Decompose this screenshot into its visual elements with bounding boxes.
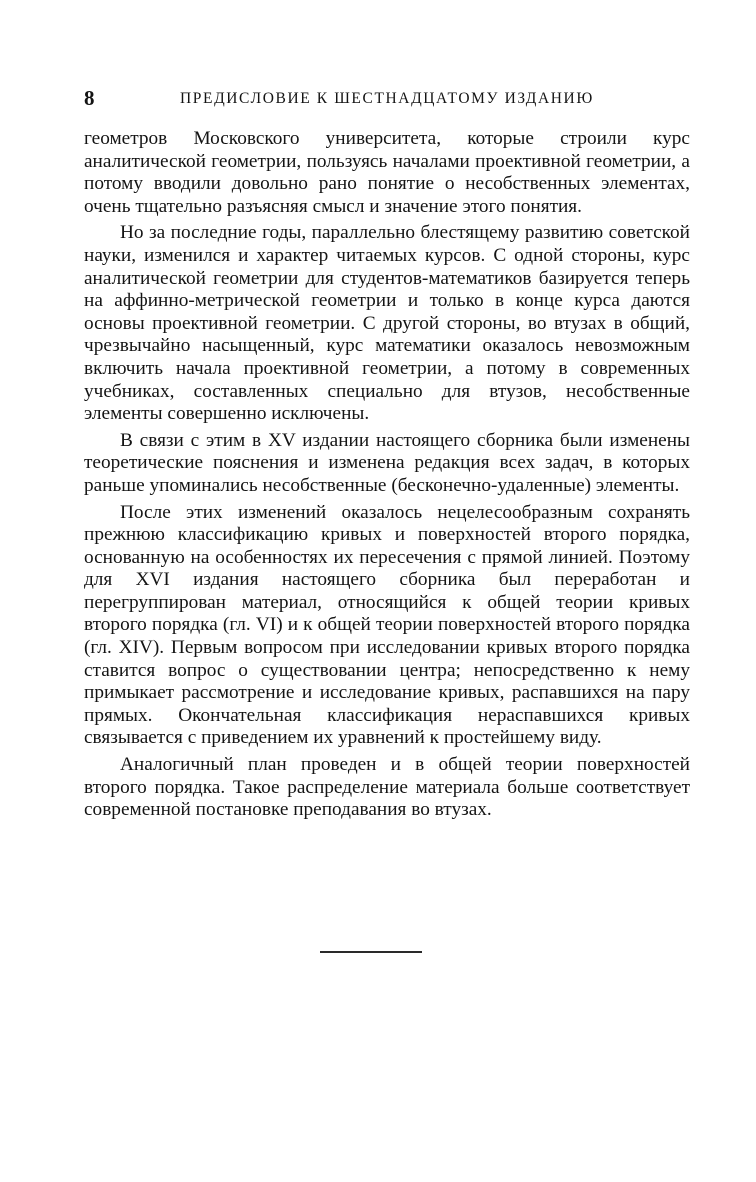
page-number: 8: [84, 86, 95, 110]
section-end-rule: [320, 951, 422, 953]
paragraph-2: Но за последние годы, параллельно блестящему развитию советской науки, изменился и характер читаемых курсов. С одной стороны, курс аналитической геометрии для студентов-математиков базируется теперь на аффинно-метрической геометрии и только в конце курса даются основы проективной геометрии. С другой стороны, во втузах в общий, чрезвычайно насыщенный, курс математики оказалось невозможным включить начала проективной геометрии, а потому в современных учебниках, составленных специально для втузов, несобственные элементы совершенно исключены.: [84, 222, 690, 425]
running-head: ПРЕДИСЛОВИЕ К ШЕСТНАДЦАТОМУ ИЗДАНИЮ: [180, 90, 594, 107]
page-header: [84, 84, 678, 112]
paragraph-4: После этих изменений оказалось нецелесообразным сохранять прежнюю классификацию кривых и поверхностей второго порядка, основанную на особенностях их пересечения с прямой линией. Поэтому для XVI издания настоящего сборника был переработан и перегруппирован материал, относящийся к общей теории кривых второго порядка (гл. VI) и к общей теории поверхностей второго порядка (гл. XIV). Первым вопросом при исследовании кривых второго порядка ставится вопрос о существовании центра; непосредственно к нему примыкает рассмотрение и исследование кривых, распавшихся на пару прямых. Окончательная классификация нераспавшихся кривых связывается с приведением их уравнений к простейшему виду.: [84, 501, 690, 749]
paragraph-5: Аналогичный план проведен и в общей теории поверхностей второго порядка. Такое распределение материала больше соответствует современной постановке преподавания во втузах.: [84, 754, 690, 821]
paragraph-3: В связи с этим в XV издании настоящего сборника были изменены теоретические пояснения и изменена редакция всех задач, в которых раньше упоминались несобственные (бесконечно-удаленные) элементы.: [84, 429, 690, 496]
paragraph-1: геометров Московского университета, которые строили курс аналитической геометрии, пользуясь началами проективной геометрии, а потому вводили довольно рано понятие о несобственных элементах, очень тщательно разъясняя смысл и значение этого понятия.: [84, 128, 690, 217]
body-text: [84, 128, 690, 826]
